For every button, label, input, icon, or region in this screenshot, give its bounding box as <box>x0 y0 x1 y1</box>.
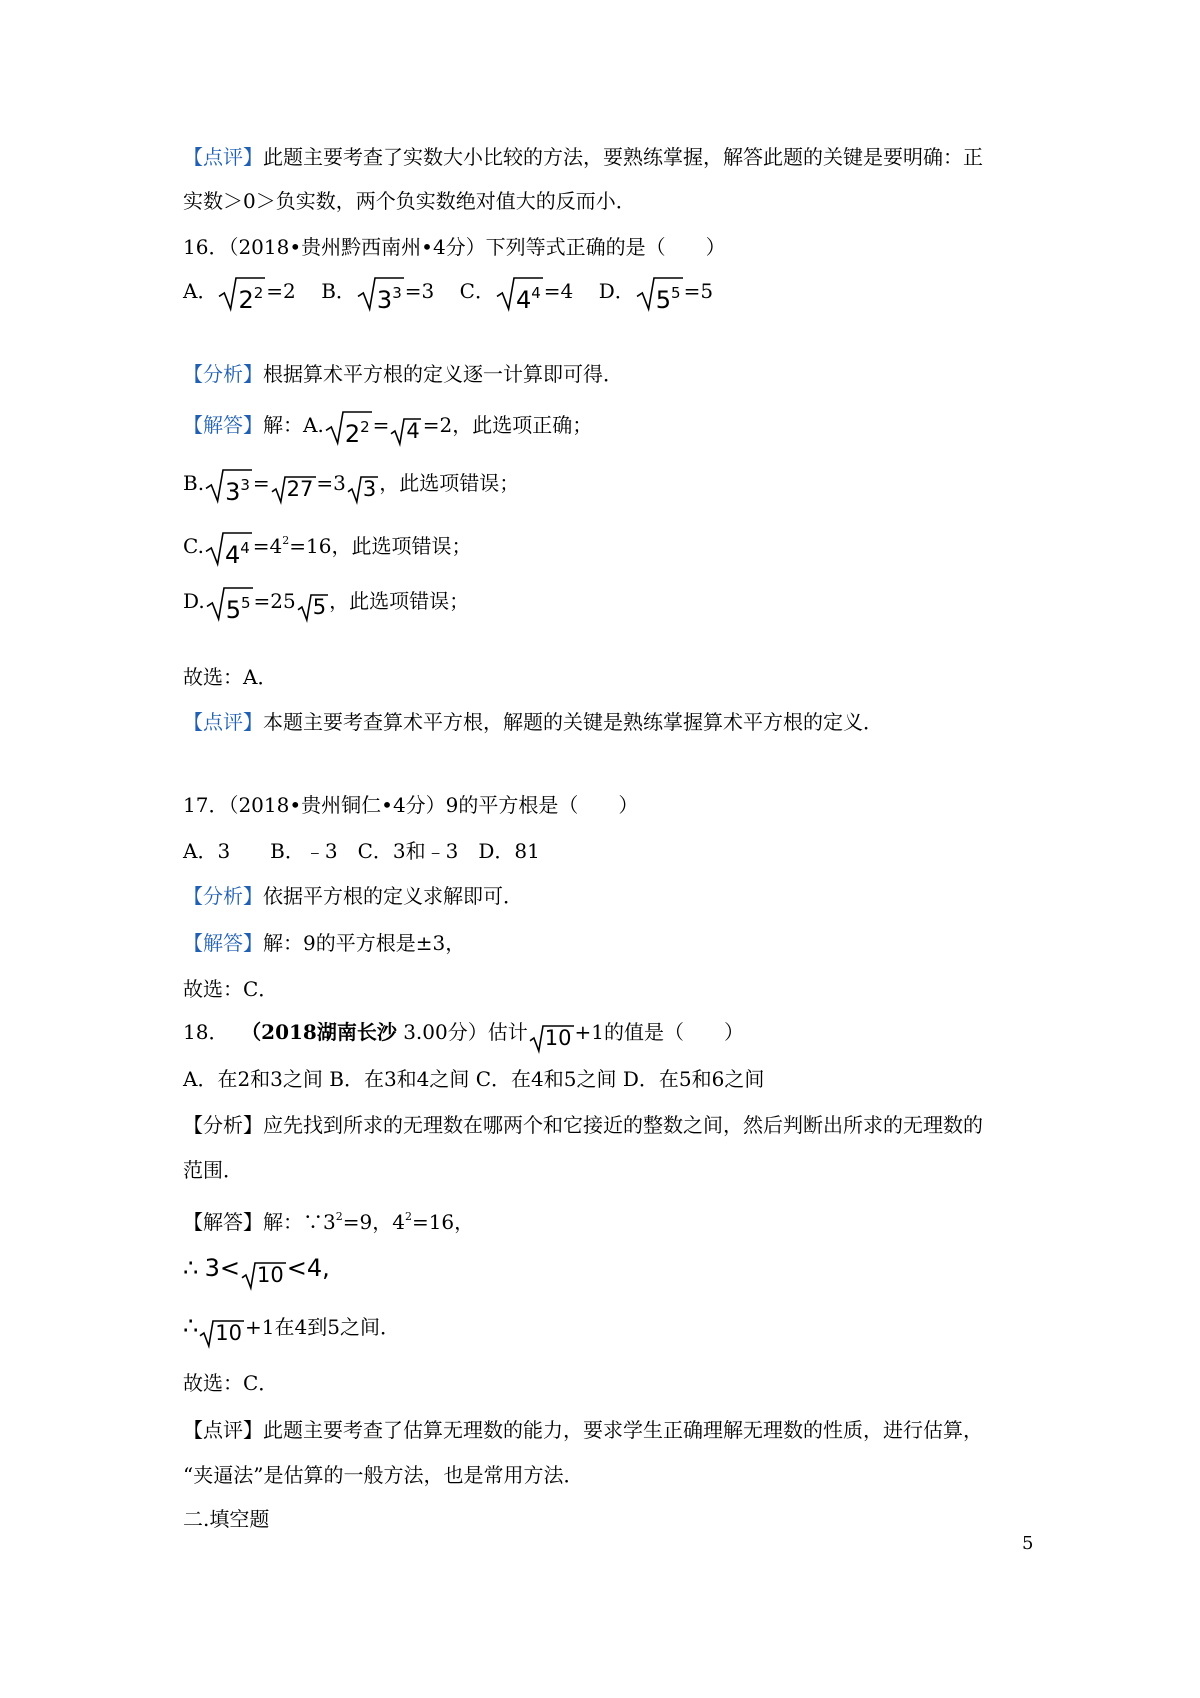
radical-sign: $4^4$ <box>496 276 543 310</box>
answer-tag: 【解答】 <box>183 413 263 437</box>
q17-choose: 故选：C． <box>183 977 279 1001</box>
q16-options <box>183 276 714 314</box>
q16-choose: 故选：A． <box>183 665 278 689</box>
review-tag: 【点评】 <box>183 145 263 169</box>
q16-option-b: B． $3^3 =3$ <box>321 279 434 303</box>
q18-stem: 18． （2018湖南长沙 3.00分）估计 10 +1的值是（ ） <box>183 1020 744 1050</box>
radical-sign: 27 <box>271 475 316 503</box>
radical-sign: $2^2$ <box>325 410 372 444</box>
q18-options: A．在2和3之间 B．在3和4之间 C．在4和5之间 D．在5和6之间 <box>183 1067 765 1091</box>
radical-sign: $5^5$ <box>206 586 253 620</box>
page-number: 5 <box>1022 1533 1034 1554</box>
q18-choose: 故选：C． <box>183 1371 279 1395</box>
q18-answer-line2: ∴ 3< 10 <4, <box>183 1254 330 1287</box>
review-15-line1 <box>183 143 983 171</box>
radical-sign: $2^2$ <box>218 276 265 310</box>
q18-review-2: “夹逼法”是估算的一般方法，也是常用方法． <box>183 1463 584 1487</box>
review-text: 此题主要考查了实数大小比较的方法，要熟练掌握，解答此题的关键是要明确：正 <box>263 145 983 169</box>
q17-analysis: 【分析】依据平方根的定义求解即可． <box>183 884 523 908</box>
radical-sign: 10 <box>241 1261 286 1289</box>
q18-answer: 【解答】解：$\because 3^2=9$，$4^2=16$， <box>183 1210 475 1234</box>
radical-sign: 5 <box>297 593 328 621</box>
q16-stem: 16．（2018•贵州黔西南州•4分）下列等式正确的是（ ） <box>183 235 726 259</box>
q16-answer-c: C. $4^4 =4^2=16$，此选项错误； <box>183 527 471 565</box>
radical-sign: $3^3$ <box>357 276 404 310</box>
radical-sign: 3 <box>347 475 378 503</box>
q16-review: 【点评】本题主要考查算术平方根，解题的关键是熟练掌握算术平方根的定义． <box>183 710 883 734</box>
radical-sign: 10 <box>529 1024 574 1052</box>
q16-option-a: A． $2^2 =2$ <box>183 279 296 303</box>
q18-answer-line3: ∴ 10 +1在4到5之间． <box>183 1312 400 1345</box>
q16-option-c: C． $4^4 =4$ <box>460 279 574 303</box>
section-heading: 二.填空题 <box>183 1507 270 1531</box>
q18-review: 【点评】此题主要考查了估算无理数的能力，要求学生正确理解无理数的性质，进行估算， <box>183 1418 983 1442</box>
q16-answer-d: D. $5^5 =25$ 5 ，此选项错误； <box>183 586 469 621</box>
radical-sign: 4 <box>390 417 421 445</box>
radical-sign: $5^5$ <box>636 276 683 310</box>
q17-options: A．3 B．﹣3 C．3和﹣3 D．81 <box>183 839 540 863</box>
radical-sign: 10 <box>199 1319 244 1347</box>
review-15-line2: 实数＞0＞负实数，两个负实数绝对值大的反而小． <box>183 189 636 213</box>
radical-sign: $4^4$ <box>205 531 252 565</box>
q16-answer-a: 【解答】解：A. $2^2$ = 4 =2，此选项正确； <box>183 410 592 445</box>
q18-analysis: 【分析】应先找到所求的无理数在哪两个和它接近的整数之间，然后判断出所求的无理数的 <box>183 1113 983 1137</box>
q17-answer: 【解答】解：9的平方根是±3， <box>183 931 466 955</box>
radical-sign: $3^3$ <box>205 468 252 502</box>
q17-stem: 17．（2018•贵州铜仁•4分）9的平方根是（ ） <box>183 793 639 817</box>
q18-analysis-2: 范围． <box>183 1158 243 1182</box>
q16-answer-b: B. $3^3$ = 27 =3 3 ，此选项错误； <box>183 468 519 503</box>
q16-analysis: 【分析】根据算术平方根的定义逐一计算即可得． <box>183 362 623 386</box>
q16-option-d: D． $5^5 =5$ <box>599 279 713 303</box>
